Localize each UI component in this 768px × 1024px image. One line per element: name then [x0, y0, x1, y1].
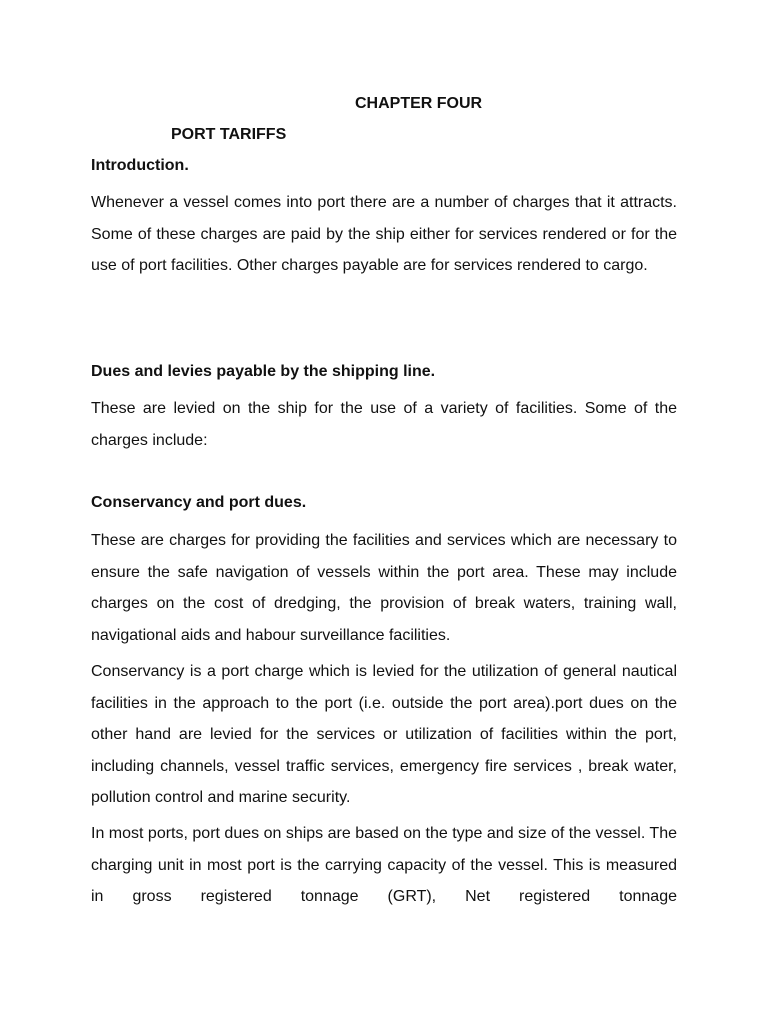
chapter-title: CHAPTER FOUR	[355, 95, 483, 112]
section-title: PORT TARIFFS	[171, 126, 287, 143]
conservancy-paragraph-1: These are charges for providing the facilities and services which are necessary to ensure the safe navigation of vessels within the port area. These may include charges on the cost of dredging, the provision of break waters, training wall, navigational aids and habour surveillance facilities.	[91, 532, 677, 644]
conservancy-paragraph-2: Conservancy is a port charge which is levied for the utilization of general nautical facilities in the approach to the port (i.e. outside the port area).port dues on the other hand are levied for the services or utilization of facilities within the port, including channels, vessel traffic services, emergency fire services , break water, pollution control and marine security.	[91, 663, 677, 806]
dues-paragraph: These are levied on the ship for the use of a variety of facilities. Some of the charges include:	[91, 400, 677, 449]
conservancy-paragraph-3: In most ports, port dues on ships are based on the type and size of the vessel. The charging unit in most port is the carrying capacity of the vessel. This is measured in gross registered tonnage (GRT), Net registered tonnage	[91, 825, 677, 905]
introduction-paragraph: Whenever a vessel comes into port there are a number of charges that it attracts. Some of these charges are paid by the ship either for services rendered or for the use of port facilities. Other charges payable are for services rendered to cargo.	[91, 194, 677, 274]
introduction-heading: Introduction.	[91, 157, 189, 174]
conservancy-heading: Conservancy and port dues.	[91, 494, 307, 511]
dues-heading: Dues and levies payable by the shipping line.	[91, 363, 436, 380]
